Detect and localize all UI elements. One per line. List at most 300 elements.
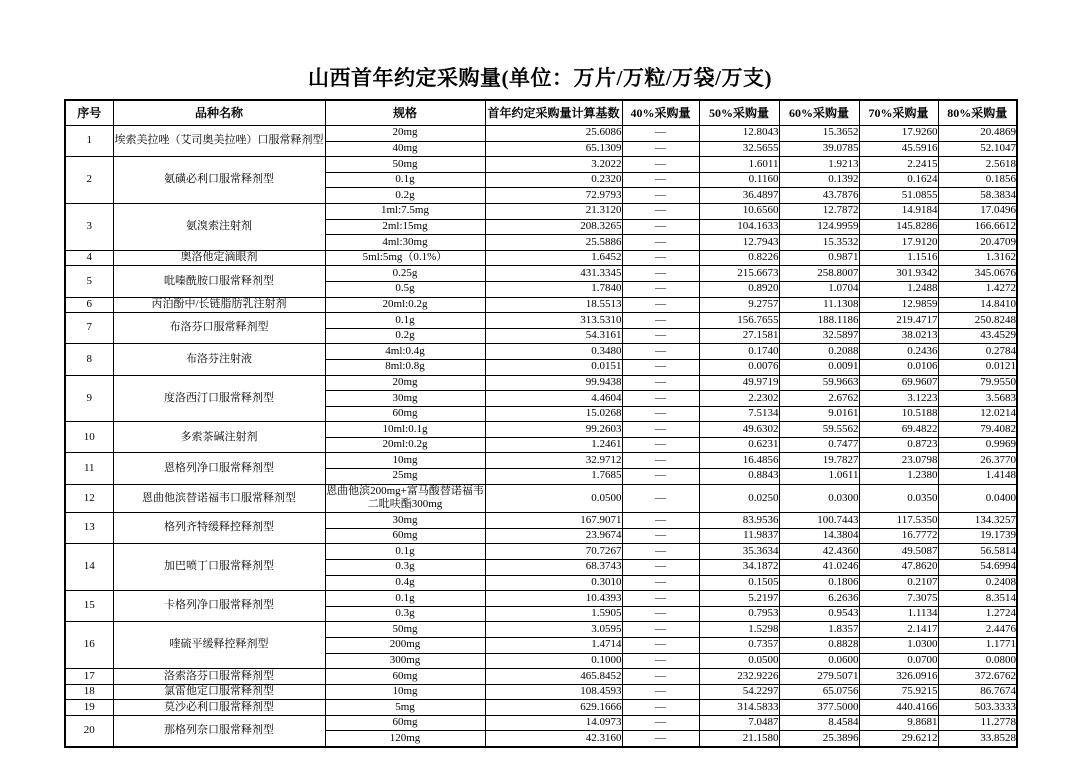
value-cell: 47.8620: [859, 559, 938, 575]
product-name-cell: 喹硫平缓释控释剂型: [113, 622, 325, 669]
table-row: [65, 422, 1017, 438]
seq-cell: 13: [65, 513, 113, 544]
value-cell: 345.0676: [938, 266, 1017, 282]
dash-cell: —: [622, 528, 699, 544]
table-row: [65, 297, 1017, 313]
spec-cell: 0.3g: [325, 559, 485, 575]
seq-cell: 9: [65, 375, 113, 422]
value-cell: 58.3834: [938, 188, 1017, 204]
value-cell: 1.5298: [699, 622, 779, 638]
seq-cell: 2: [65, 157, 113, 204]
table-row: [65, 344, 1017, 360]
spec-cell: 4ml:30mg: [325, 235, 485, 251]
value-cell: 100.7443: [779, 513, 859, 529]
value-cell: 0.0300: [779, 484, 859, 513]
table-row: [65, 484, 1017, 513]
value-cell: 29.6212: [859, 731, 938, 747]
procurement-table: [64, 99, 1018, 748]
dash-cell: —: [622, 715, 699, 731]
spec-cell: 0.1g: [325, 544, 485, 560]
dash-cell: —: [622, 266, 699, 282]
value-cell: 38.0213: [859, 328, 938, 344]
value-cell: 0.1000: [485, 653, 622, 669]
value-cell: 0.2107: [859, 575, 938, 591]
value-cell: 0.9969: [938, 437, 1017, 453]
value-cell: 10.5188: [859, 406, 938, 422]
column-header: 规格: [325, 100, 485, 126]
value-cell: 14.0973: [485, 715, 622, 731]
value-cell: 0.0076: [699, 359, 779, 375]
product-name-cell: 布洛芬注射液: [113, 344, 325, 375]
value-cell: 465.8452: [485, 669, 622, 685]
value-cell: 59.5562: [779, 422, 859, 438]
value-cell: 1.7840: [485, 281, 622, 297]
value-cell: 2.6762: [779, 391, 859, 407]
spec-cell: 50mg: [325, 157, 485, 173]
dash-cell: —: [622, 453, 699, 469]
value-cell: 14.8410: [938, 297, 1017, 313]
product-name-cell: 氨溴索注射剂: [113, 203, 325, 250]
value-cell: 0.1740: [699, 344, 779, 360]
dash-cell: —: [622, 203, 699, 219]
table-row: [65, 375, 1017, 391]
seq-cell: 5: [65, 266, 113, 297]
value-cell: 0.2408: [938, 575, 1017, 591]
value-cell: 72.9793: [485, 188, 622, 204]
dash-cell: —: [622, 622, 699, 638]
value-cell: 1.2380: [859, 469, 938, 485]
value-cell: 7.3075: [859, 591, 938, 607]
value-cell: 23.9674: [485, 528, 622, 544]
product-name-cell: 吡嗪酰胺口服常释剂型: [113, 266, 325, 297]
dash-cell: —: [622, 575, 699, 591]
value-cell: 0.0106: [859, 359, 938, 375]
value-cell: 117.5350: [859, 513, 938, 529]
spec-cell: 200mg: [325, 637, 485, 653]
value-cell: 166.6612: [938, 219, 1017, 235]
spec-cell: 10mg: [325, 684, 485, 700]
value-cell: 1.4714: [485, 637, 622, 653]
value-cell: 0.1160: [699, 172, 779, 188]
spec-cell: 0.2g: [325, 328, 485, 344]
spec-cell: 5ml:5mg（0.1%）: [325, 250, 485, 266]
value-cell: 0.1624: [859, 172, 938, 188]
value-cell: 4.4604: [485, 391, 622, 407]
spec-cell: 30mg: [325, 391, 485, 407]
table-header: [65, 100, 1017, 126]
seq-cell: 8: [65, 344, 113, 375]
value-cell: 0.2436: [859, 344, 938, 360]
value-cell: 2.2415: [859, 157, 938, 173]
value-cell: 11.2778: [938, 715, 1017, 731]
value-cell: 27.1581: [699, 328, 779, 344]
value-cell: 19.7827: [779, 453, 859, 469]
value-cell: 9.8681: [859, 715, 938, 731]
value-cell: 0.3010: [485, 575, 622, 591]
dash-cell: —: [622, 653, 699, 669]
table-row: [65, 250, 1017, 266]
value-cell: 1.2461: [485, 437, 622, 453]
value-cell: 9.0161: [779, 406, 859, 422]
dash-cell: —: [622, 669, 699, 685]
value-cell: 23.0798: [859, 453, 938, 469]
value-cell: 99.2603: [485, 422, 622, 438]
value-cell: 12.9859: [859, 297, 938, 313]
value-cell: 108.4593: [485, 684, 622, 700]
dash-cell: —: [622, 684, 699, 700]
value-cell: 1.8357: [779, 622, 859, 638]
dash-cell: —: [622, 281, 699, 297]
value-cell: 156.7655: [699, 313, 779, 329]
value-cell: 0.2088: [779, 344, 859, 360]
seq-cell: 15: [65, 591, 113, 622]
value-cell: 0.9543: [779, 606, 859, 622]
value-cell: 34.1872: [699, 559, 779, 575]
spec-cell: 1ml:7.5mg: [325, 203, 485, 219]
dash-cell: —: [622, 250, 699, 266]
seq-cell: 16: [65, 622, 113, 669]
value-cell: 3.5683: [938, 391, 1017, 407]
value-cell: 250.8248: [938, 313, 1017, 329]
value-cell: 1.5905: [485, 606, 622, 622]
value-cell: 3.0595: [485, 622, 622, 638]
spec-cell: 0.1g: [325, 591, 485, 607]
value-cell: 33.8528: [938, 731, 1017, 747]
table-row: [65, 715, 1017, 731]
value-cell: 326.0916: [859, 669, 938, 685]
column-header: 首年约定采购量计算基数: [485, 100, 622, 126]
value-cell: 75.9215: [859, 684, 938, 700]
product-name-cell: 奥洛他定滴眼剂: [113, 250, 325, 266]
value-cell: 86.7674: [938, 684, 1017, 700]
product-name-cell: 莫沙必利口服常释剂型: [113, 700, 325, 716]
value-cell: 377.5000: [779, 700, 859, 716]
seq-cell: 14: [65, 544, 113, 591]
value-cell: 12.0214: [938, 406, 1017, 422]
spec-cell: 20ml:0.2g: [325, 437, 485, 453]
value-cell: 372.6762: [938, 669, 1017, 685]
value-cell: 0.8920: [699, 281, 779, 297]
value-cell: 279.5071: [779, 669, 859, 685]
spec-cell: 0.3g: [325, 606, 485, 622]
value-cell: 0.1806: [779, 575, 859, 591]
value-cell: 59.9663: [779, 375, 859, 391]
value-cell: 25.3896: [779, 731, 859, 747]
value-cell: 49.5087: [859, 544, 938, 560]
value-cell: 32.5655: [699, 141, 779, 157]
value-cell: 314.5833: [699, 700, 779, 716]
dash-cell: —: [622, 219, 699, 235]
value-cell: 7.0487: [699, 715, 779, 731]
value-cell: 19.1739: [938, 528, 1017, 544]
value-cell: 215.6673: [699, 266, 779, 282]
value-cell: 1.1771: [938, 637, 1017, 653]
value-cell: 69.4822: [859, 422, 938, 438]
column-header: 70%采购量: [859, 100, 938, 126]
value-cell: 0.3480: [485, 344, 622, 360]
seq-cell: 4: [65, 250, 113, 266]
dash-cell: —: [622, 544, 699, 560]
value-cell: 70.7267: [485, 544, 622, 560]
value-cell: 0.8226: [699, 250, 779, 266]
seq-cell: 3: [65, 203, 113, 250]
value-cell: 45.5916: [859, 141, 938, 157]
table-row: [65, 591, 1017, 607]
table-row: [65, 684, 1017, 700]
value-cell: 1.3162: [938, 250, 1017, 266]
product-name-cell: 卡格列净口服常释剂型: [113, 591, 325, 622]
value-cell: 17.9260: [859, 126, 938, 142]
seq-cell: 11: [65, 453, 113, 484]
dash-cell: —: [622, 344, 699, 360]
value-cell: 39.0785: [779, 141, 859, 157]
column-header: 50%采购量: [699, 100, 779, 126]
column-header: 品种名称: [113, 100, 325, 126]
value-cell: 20.4869: [938, 126, 1017, 142]
value-cell: 25.5886: [485, 235, 622, 251]
spec-cell: 0.1g: [325, 313, 485, 329]
spec-cell: 恩曲他滨200mg+富马酸替诺福韦二吡呋酯300mg: [325, 484, 485, 513]
value-cell: 51.0855: [859, 188, 938, 204]
value-cell: 167.9071: [485, 513, 622, 529]
dash-cell: —: [622, 157, 699, 173]
value-cell: 3.2022: [485, 157, 622, 173]
spec-cell: 0.25g: [325, 266, 485, 282]
value-cell: 32.5897: [779, 328, 859, 344]
value-cell: 0.0500: [485, 484, 622, 513]
spec-cell: 60mg: [325, 669, 485, 685]
value-cell: 1.2488: [859, 281, 938, 297]
product-name-cell: 丙泊酚中/长链脂肪乳注射剂: [113, 297, 325, 313]
product-name-cell: 恩格列净口服常释剂型: [113, 453, 325, 484]
value-cell: 21.3120: [485, 203, 622, 219]
value-cell: 0.1392: [779, 172, 859, 188]
value-cell: 6.2636: [779, 591, 859, 607]
spec-cell: 10ml:0.1g: [325, 422, 485, 438]
product-name-cell: 恩曲他滨替诺福韦口服常释剂型: [113, 484, 325, 513]
value-cell: 35.3634: [699, 544, 779, 560]
value-cell: 232.9226: [699, 669, 779, 685]
value-cell: 0.8843: [699, 469, 779, 485]
seq-cell: 1: [65, 126, 113, 157]
value-cell: 0.7357: [699, 637, 779, 653]
spec-cell: 8ml:0.8g: [325, 359, 485, 375]
table-row: [65, 203, 1017, 219]
value-cell: 2.5618: [938, 157, 1017, 173]
value-cell: 18.5513: [485, 297, 622, 313]
value-cell: 16.4856: [699, 453, 779, 469]
table-row: [65, 669, 1017, 685]
value-cell: 52.1047: [938, 141, 1017, 157]
value-cell: 0.0151: [485, 359, 622, 375]
spec-cell: 0.5g: [325, 281, 485, 297]
value-cell: 11.1308: [779, 297, 859, 313]
value-cell: 124.9959: [779, 219, 859, 235]
product-name-cell: 度洛西汀口服常释剂型: [113, 375, 325, 422]
value-cell: 0.8828: [779, 637, 859, 653]
product-name-cell: 多索茶碱注射剂: [113, 422, 325, 453]
value-cell: 54.6994: [938, 559, 1017, 575]
spec-cell: 50mg: [325, 622, 485, 638]
column-header: 序号: [65, 100, 113, 126]
value-cell: 25.6086: [485, 126, 622, 142]
value-cell: 0.0250: [699, 484, 779, 513]
value-cell: 16.7772: [859, 528, 938, 544]
value-cell: 10.6560: [699, 203, 779, 219]
dash-cell: —: [622, 406, 699, 422]
value-cell: 2.4476: [938, 622, 1017, 638]
dash-cell: —: [622, 484, 699, 513]
product-name-cell: 埃索美拉唑（艾司奥美拉唑）口服常释剂型: [113, 126, 325, 157]
value-cell: 49.9719: [699, 375, 779, 391]
value-cell: 1.0300: [859, 637, 938, 653]
table-row: [65, 453, 1017, 469]
value-cell: 1.2724: [938, 606, 1017, 622]
table-row: [65, 126, 1017, 142]
spec-cell: 4ml:0.4g: [325, 344, 485, 360]
dash-cell: —: [622, 126, 699, 142]
dash-cell: —: [622, 637, 699, 653]
value-cell: 1.4272: [938, 281, 1017, 297]
spec-cell: 20ml:0.2g: [325, 297, 485, 313]
dash-cell: —: [622, 606, 699, 622]
value-cell: 219.4717: [859, 313, 938, 329]
product-name-cell: 氨磺必利口服常释剂型: [113, 157, 325, 204]
spec-cell: 0.1g: [325, 172, 485, 188]
value-cell: 1.0704: [779, 281, 859, 297]
product-name-cell: 格列齐特缓释控释剂型: [113, 513, 325, 544]
table-row: [65, 700, 1017, 716]
spec-cell: 5mg: [325, 700, 485, 716]
dash-cell: —: [622, 235, 699, 251]
spec-cell: 300mg: [325, 653, 485, 669]
spec-cell: 2ml:15mg: [325, 219, 485, 235]
seq-cell: 18: [65, 684, 113, 700]
value-cell: 12.7872: [779, 203, 859, 219]
value-cell: 12.8043: [699, 126, 779, 142]
spec-cell: 0.2g: [325, 188, 485, 204]
seq-cell: 7: [65, 313, 113, 344]
value-cell: 49.6302: [699, 422, 779, 438]
value-cell: 134.3257: [938, 513, 1017, 529]
value-cell: 1.1516: [859, 250, 938, 266]
value-cell: 14.9184: [859, 203, 938, 219]
spec-cell: 20mg: [325, 375, 485, 391]
value-cell: 65.1309: [485, 141, 622, 157]
seq-cell: 17: [65, 669, 113, 685]
column-header: 60%采购量: [779, 100, 859, 126]
value-cell: 0.1856: [938, 172, 1017, 188]
value-cell: 42.3160: [485, 731, 622, 747]
dash-cell: —: [622, 437, 699, 453]
value-cell: 5.2197: [699, 591, 779, 607]
table-row: [65, 513, 1017, 529]
dash-cell: —: [622, 391, 699, 407]
value-cell: 2.2302: [699, 391, 779, 407]
value-cell: 15.0268: [485, 406, 622, 422]
value-cell: 12.7943: [699, 235, 779, 251]
table-row: [65, 622, 1017, 638]
value-cell: 79.4082: [938, 422, 1017, 438]
dash-cell: —: [622, 591, 699, 607]
value-cell: 1.6011: [699, 157, 779, 173]
value-cell: 629.1666: [485, 700, 622, 716]
value-cell: 69.9607: [859, 375, 938, 391]
value-cell: 1.0611: [779, 469, 859, 485]
dash-cell: —: [622, 700, 699, 716]
value-cell: 8.4584: [779, 715, 859, 731]
value-cell: 26.3770: [938, 453, 1017, 469]
column-header: 80%采购量: [938, 100, 1017, 126]
seq-cell: 20: [65, 715, 113, 747]
spec-cell: 60mg: [325, 406, 485, 422]
value-cell: 313.5310: [485, 313, 622, 329]
seq-cell: 12: [65, 484, 113, 513]
value-cell: 0.7953: [699, 606, 779, 622]
value-cell: 1.6452: [485, 250, 622, 266]
value-cell: 7.5134: [699, 406, 779, 422]
dash-cell: —: [622, 188, 699, 204]
value-cell: 0.0350: [859, 484, 938, 513]
value-cell: 0.0091: [779, 359, 859, 375]
value-cell: 0.2320: [485, 172, 622, 188]
product-name-cell: 氯雷他定口服常释剂型: [113, 684, 325, 700]
value-cell: 32.9712: [485, 453, 622, 469]
value-cell: 8.3514: [938, 591, 1017, 607]
seq-cell: 10: [65, 422, 113, 453]
header-row: [65, 100, 1017, 126]
value-cell: 301.9342: [859, 266, 938, 282]
page-title: 山西首年约定采购量(单位：万片/万粒/万袋/万支): [308, 66, 772, 90]
value-cell: 0.0800: [938, 653, 1017, 669]
value-cell: 0.0400: [938, 484, 1017, 513]
value-cell: 17.0496: [938, 203, 1017, 219]
dash-cell: —: [622, 141, 699, 157]
value-cell: 42.4360: [779, 544, 859, 560]
table-row: [65, 313, 1017, 329]
dash-cell: —: [622, 513, 699, 529]
spec-cell: 30mg: [325, 513, 485, 529]
seq-cell: 19: [65, 700, 113, 716]
spec-cell: 120mg: [325, 731, 485, 747]
value-cell: 54.2297: [699, 684, 779, 700]
value-cell: 21.1580: [699, 731, 779, 747]
value-cell: 1.9213: [779, 157, 859, 173]
value-cell: 41.0246: [779, 559, 859, 575]
value-cell: 0.0600: [779, 653, 859, 669]
value-cell: 0.6231: [699, 437, 779, 453]
table-row: [65, 266, 1017, 282]
value-cell: 11.9837: [699, 528, 779, 544]
spec-cell: 10mg: [325, 453, 485, 469]
value-cell: 43.7876: [779, 188, 859, 204]
value-cell: 15.3652: [779, 126, 859, 142]
value-cell: 17.9120: [859, 235, 938, 251]
value-cell: 0.0121: [938, 359, 1017, 375]
spec-cell: 60mg: [325, 528, 485, 544]
value-cell: 431.3345: [485, 266, 622, 282]
value-cell: 9.2757: [699, 297, 779, 313]
value-cell: 0.2784: [938, 344, 1017, 360]
value-cell: 1.7685: [485, 469, 622, 485]
product-name-cell: 加巴喷丁口服常释剂型: [113, 544, 325, 591]
dash-cell: —: [622, 172, 699, 188]
value-cell: 208.3265: [485, 219, 622, 235]
value-cell: 503.3333: [938, 700, 1017, 716]
value-cell: 0.0500: [699, 653, 779, 669]
value-cell: 65.0756: [779, 684, 859, 700]
spec-cell: 40mg: [325, 141, 485, 157]
